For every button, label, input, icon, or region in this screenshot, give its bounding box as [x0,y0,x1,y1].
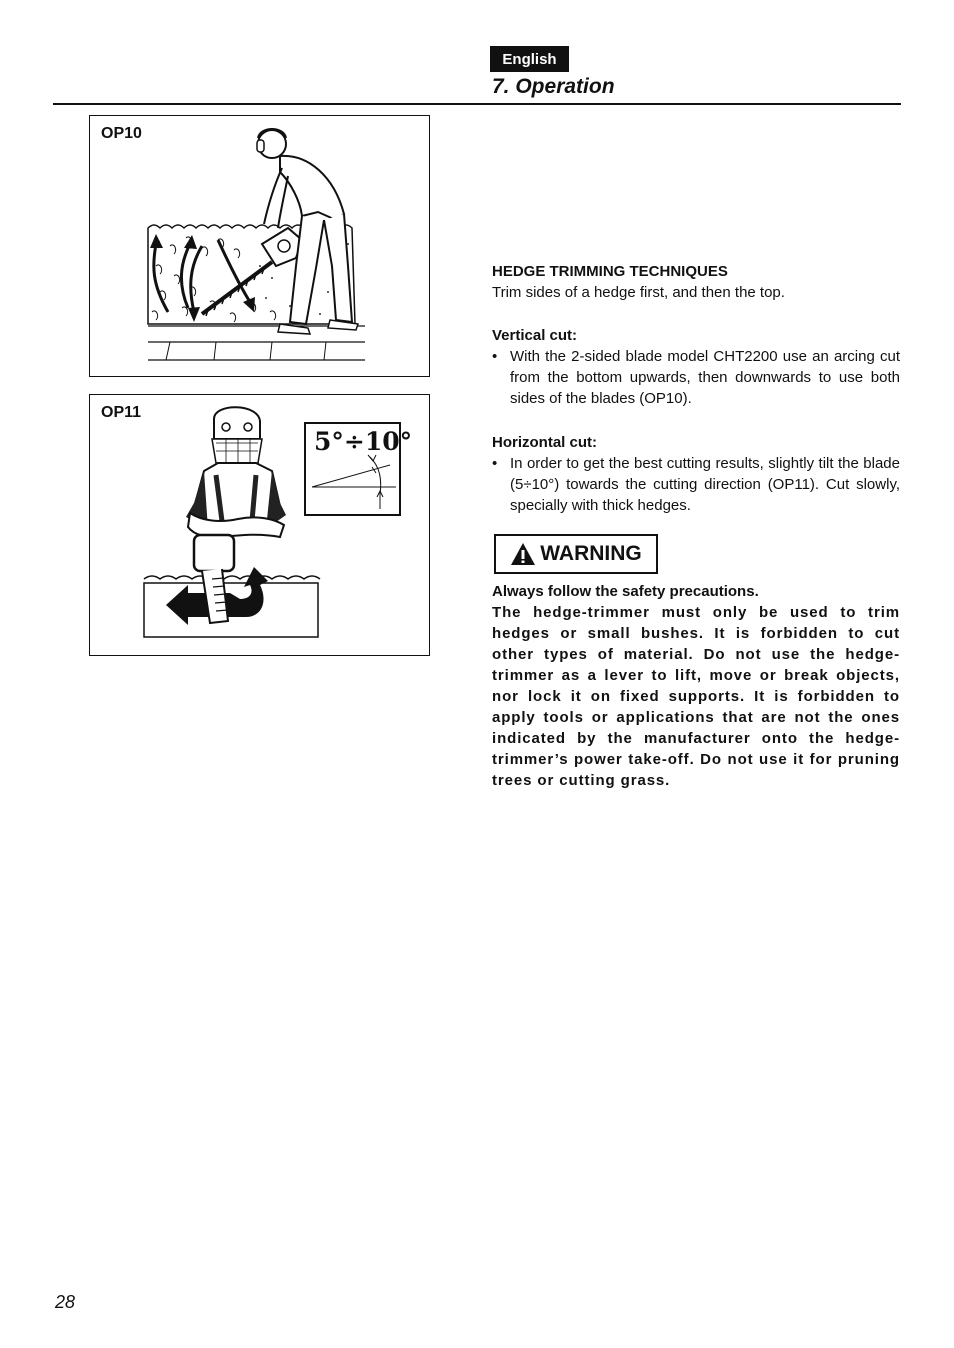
vertical-cut-text: With the 2-sided blade model CHT2200 use an arcing cut from the bottom upwards, then downwards to use both sides of the blades (OP10). [510,348,900,407]
warning-lead: Always follow the safety precautions. [492,583,759,600]
horizontal-cut-section [492,432,900,516]
vertical-cut-bullet [492,346,900,409]
warning-triangle-icon [510,542,536,566]
hedge-vertical-cut-illustration [90,116,429,376]
section-title: 7. Operation [492,75,615,98]
warning-label: WARNING [540,542,642,565]
page-number: 28 [55,1292,76,1312]
section-heading: HEDGE TRIMMING TECHNIQUES [492,263,728,280]
warning-section [492,581,900,791]
horizontal-cut-heading: Horizontal cut: [492,434,597,451]
bullet-dot: • [492,455,498,472]
warning-body: The hedge-trimmer must only be used to trim hedges or small bushes. It is forbidden to cut other types of material. Do not use the hedge-trimmer as a lever to lift, move or break objects, nor lock it on fixed supports. It is forbidden to apply tools or applications that are not the ones indicated by the manufacturer onto the hedge-trimmer’s power take-off. Do not use it for pruning trees or cutting grass. [492,604,900,789]
vertical-cut-heading: Vertical cut: [492,327,578,344]
warning-box [494,534,658,574]
figure-op10 [89,115,430,377]
bullet-dot: • [492,348,498,365]
hedge-trimming-section [492,261,900,303]
figure-label-op11: OP11 [101,404,142,421]
figure-op11 [89,394,430,656]
angle-label: 5°÷10° [314,427,413,456]
vertical-cut-section [492,325,900,409]
horizontal-cut-text: In order to get the best cutting results, slightly tilt the blade (5÷10°) towards the cutting direction (OP11). Cut slowly, specially with thick hedges. [510,455,900,514]
figure-label-op10: OP10 [101,125,142,142]
language-badge: English [490,46,569,72]
intro-text: Trim sides of a hedge first, and then the top. [492,284,785,301]
header-rule [53,103,901,105]
hedge-horizontal-cut-illustration [90,395,429,655]
horizontal-cut-bullet [492,453,900,516]
